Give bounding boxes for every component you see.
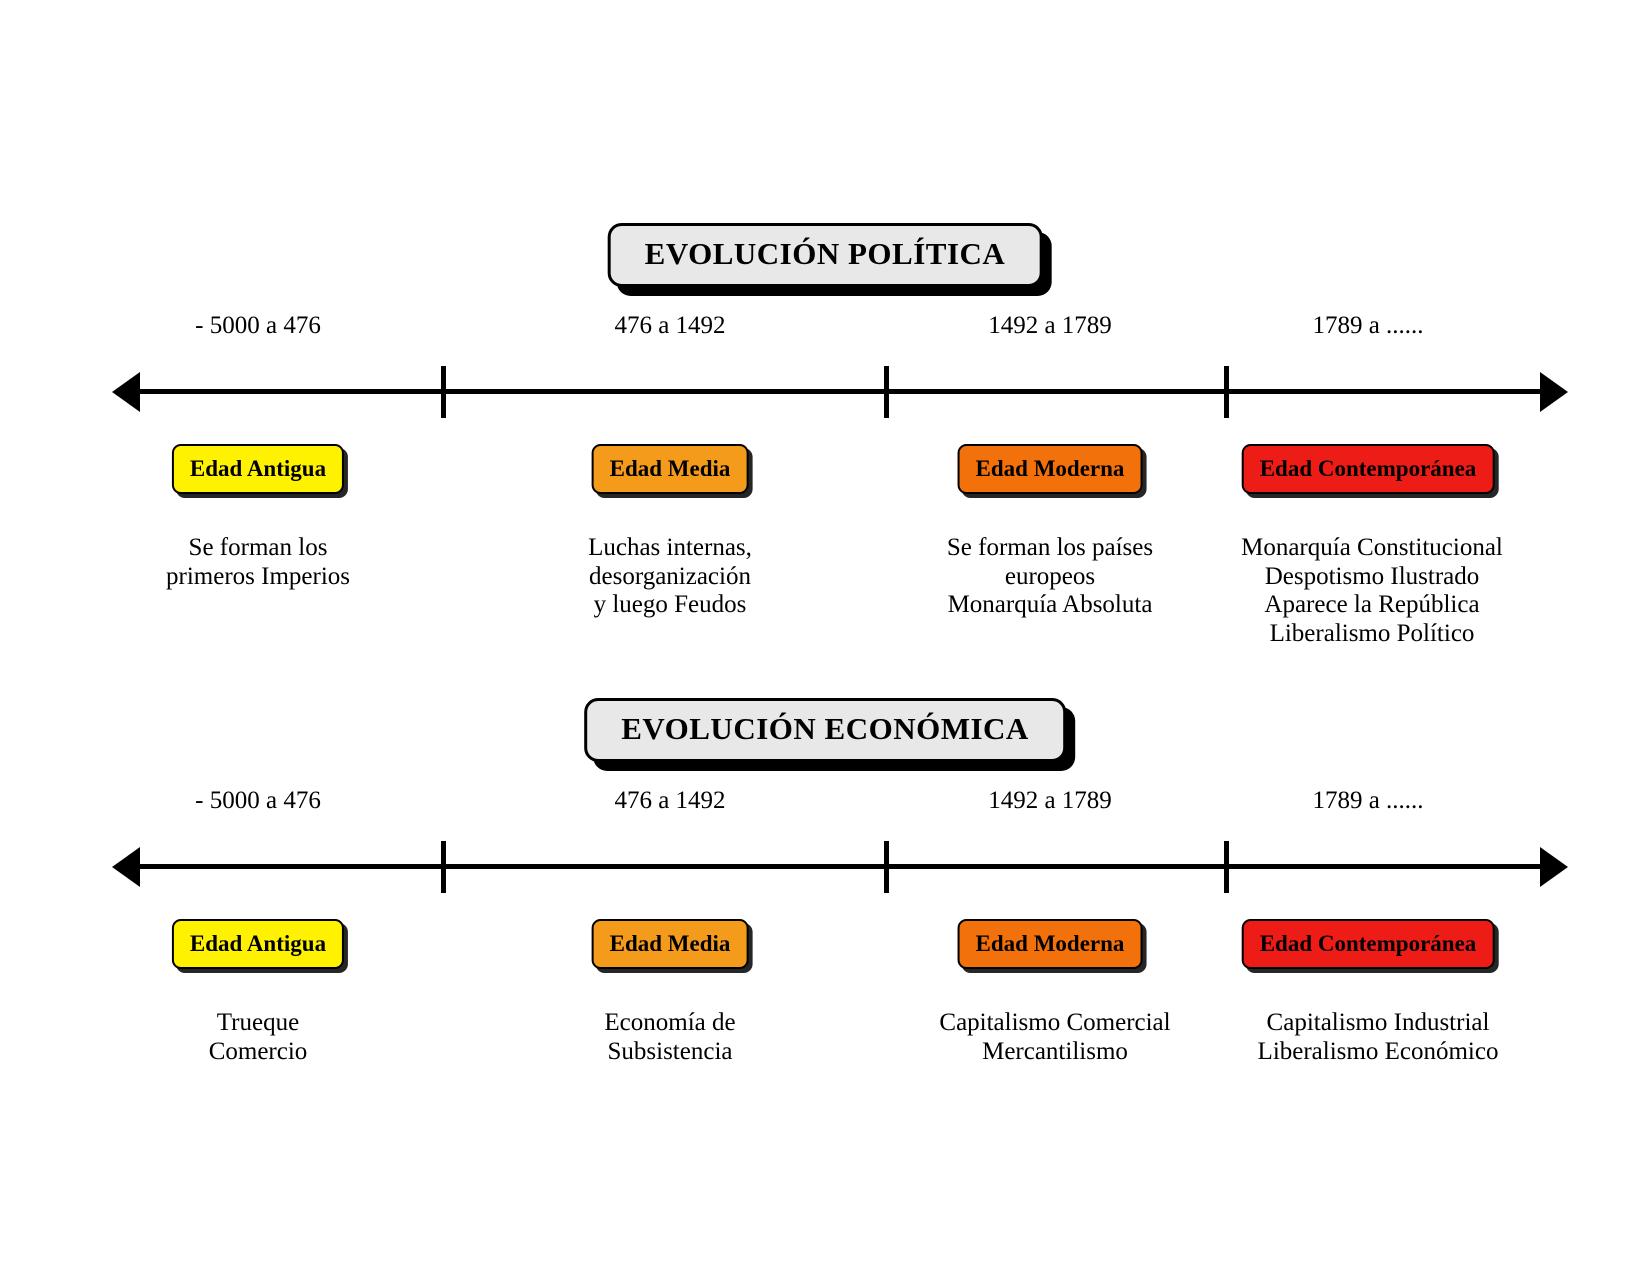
description-line: Liberalismo Político <box>1269 619 1475 647</box>
period-label: 1492 a 1789 <box>988 787 1112 814</box>
era-description <box>1241 534 1503 648</box>
section-title-politica: EVOLUCIÓN POLÍTICA <box>608 223 1043 287</box>
period-label: - 5000 a 476 <box>195 312 321 339</box>
axis-tick <box>1224 366 1229 418</box>
arrow-right-icon <box>1540 847 1568 887</box>
description-line: Aparece la República <box>1264 591 1480 618</box>
description-line: Capitalismo Industrial <box>1266 1009 1490 1036</box>
description-line: desorganización <box>589 562 751 590</box>
description-line: Se forman los <box>188 534 328 561</box>
description-row <box>0 1009 1650 1139</box>
banner-wrapper <box>0 690 1650 765</box>
era-description <box>604 1009 735 1066</box>
era-box: Edad Contemporánea <box>1242 444 1495 494</box>
era-box: Edad Media <box>592 919 749 969</box>
description-line: Subsistencia <box>607 1037 733 1065</box>
period-label: 1492 a 1789 <box>988 312 1112 339</box>
axis-tick <box>884 841 889 893</box>
era-box: Edad Contemporánea <box>1242 919 1495 969</box>
arrow-right-icon <box>1540 372 1568 412</box>
period-label-row <box>0 787 1650 827</box>
period-label: 476 a 1492 <box>614 787 726 814</box>
description-line: Capitalismo Comercial <box>939 1009 1171 1036</box>
era-box-row <box>0 919 1650 983</box>
period-label: - 5000 a 476 <box>195 787 321 814</box>
era-box: Edad Moderna <box>958 919 1143 969</box>
era-box: Edad Antigua <box>172 444 344 494</box>
description-line: primeros Imperios <box>166 562 350 590</box>
axis-tick <box>884 366 889 418</box>
period-label: 476 a 1492 <box>614 312 726 339</box>
description-line: Se forman los países <box>946 534 1154 561</box>
description-line: Economía de <box>604 1009 736 1036</box>
era-box-row <box>0 444 1650 508</box>
era-box: Edad Antigua <box>172 919 344 969</box>
timeline-axis <box>0 358 1650 428</box>
description-line: Despotismo Ilustrado <box>1264 562 1480 590</box>
axis-line <box>118 389 1540 394</box>
description-line: Luchas internas, <box>588 534 752 561</box>
period-label: 1789 a ...... <box>1312 312 1424 339</box>
axis-tick <box>1224 841 1229 893</box>
description-line: Monarquía Absoluta <box>947 591 1153 618</box>
period-label: 1789 a ...... <box>1312 787 1424 814</box>
era-description <box>947 534 1153 620</box>
period-label-row <box>0 312 1650 352</box>
description-line: europeos <box>1004 562 1096 590</box>
banner-wrapper <box>0 215 1650 290</box>
era-description <box>588 534 752 620</box>
axis-tick <box>441 841 446 893</box>
era-description <box>209 1009 308 1066</box>
arrow-left-icon <box>112 372 140 412</box>
era-description <box>939 1009 1170 1066</box>
timeline-section-politica <box>0 215 1650 664</box>
description-line: Mercantilismo <box>982 1037 1128 1065</box>
description-row <box>0 534 1650 664</box>
axis-tick <box>441 366 446 418</box>
timeline-section-economica <box>0 690 1650 1139</box>
era-description <box>1258 1009 1499 1066</box>
description-line: Monarquía Constitucional <box>1241 534 1503 561</box>
description-line: y luego Feudos <box>593 591 747 618</box>
description-line: Liberalismo Económico <box>1257 1037 1499 1065</box>
era-box: Edad Media <box>592 444 749 494</box>
description-line: Comercio <box>208 1037 308 1065</box>
timeline-axis <box>0 833 1650 903</box>
axis-line <box>118 864 1540 869</box>
section-title-economica: EVOLUCIÓN ECONÓMICA <box>584 698 1066 762</box>
era-description <box>166 534 350 591</box>
arrow-left-icon <box>112 847 140 887</box>
era-box: Edad Moderna <box>958 444 1143 494</box>
description-line: Trueque <box>216 1009 300 1036</box>
